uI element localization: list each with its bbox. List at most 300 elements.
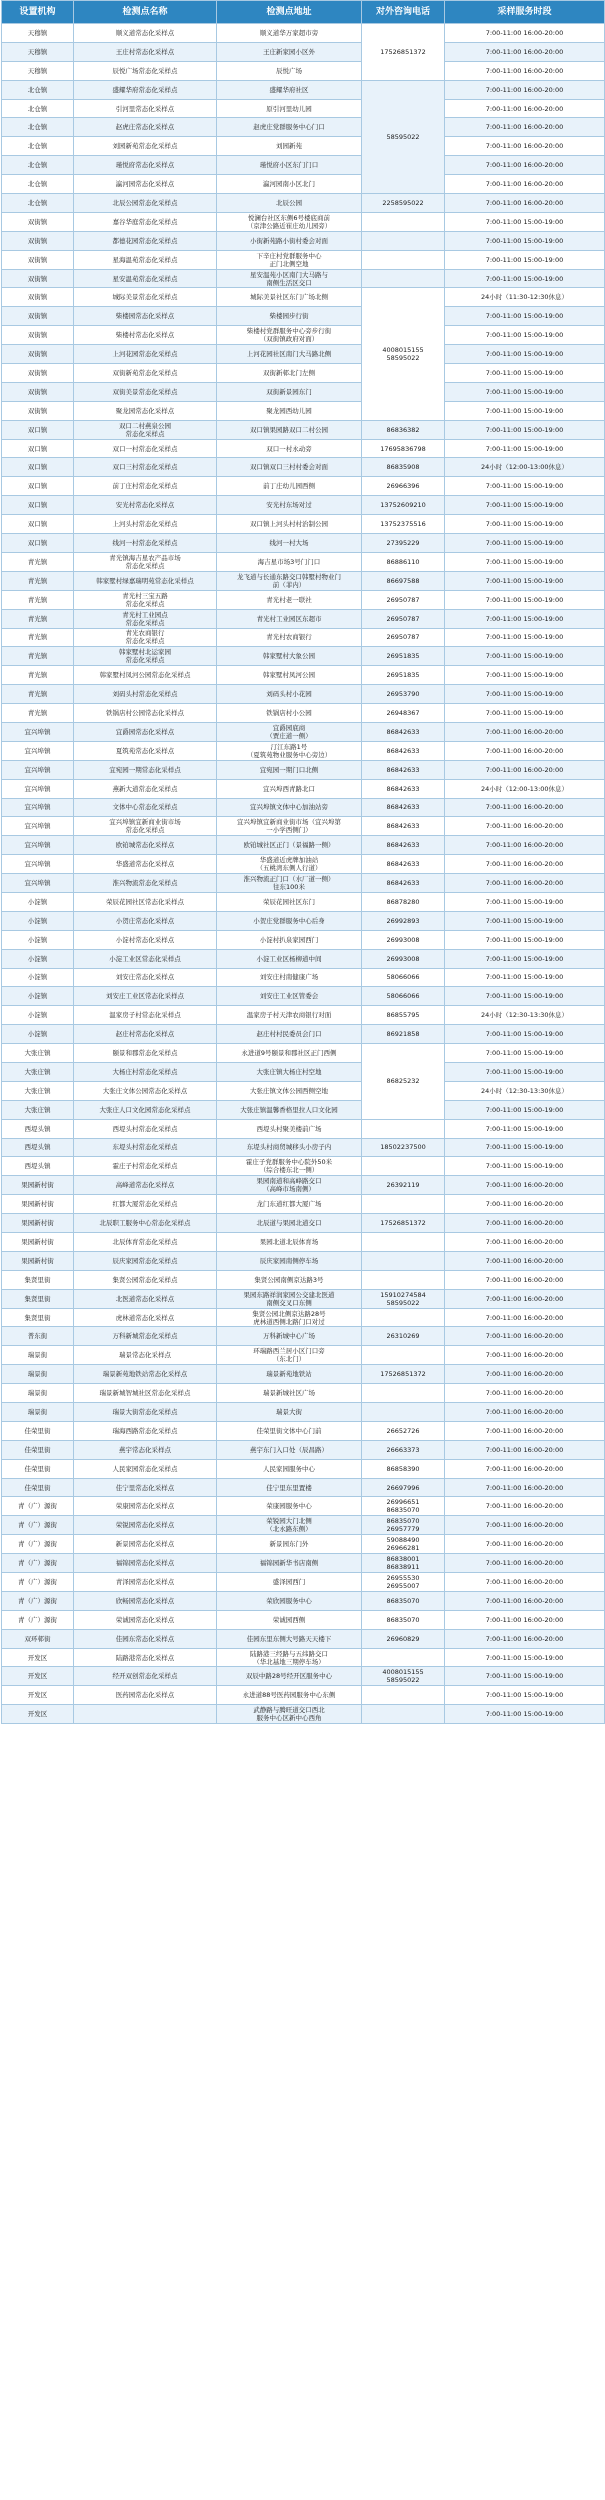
cell-service-hours: 24小时（12:30-13:30休息）	[445, 1006, 605, 1025]
cell-site-address: 宜兴埠镇宜新商业街市场（宜兴埠第 一小学西侧门）	[217, 817, 362, 836]
cell-site-name: 北医道常态化采样点	[74, 1289, 217, 1308]
cell-phone	[362, 1705, 445, 1724]
cell-phone: 86886110	[362, 552, 445, 571]
cell-site-address: 小街新苑路小街村委会对面	[217, 231, 362, 250]
cell-service-hours: 7:00-11:00 15:00-19:00	[445, 949, 605, 968]
cell-site-address: 双街新邨北门左侧	[217, 364, 362, 383]
cell-phone: 26996651 86835070	[362, 1497, 445, 1516]
cell-phone	[362, 1648, 445, 1667]
cell-site-name: 文体中心常态化采样点	[74, 798, 217, 817]
cell-site-name: 福锦园常态化采样点	[74, 1554, 217, 1573]
cell-service-hours: 24小时（12:00-13:00休息）	[445, 779, 605, 798]
cell-phone: 4008015155 58595022	[362, 288, 445, 420]
cell-phone: 86842633	[362, 855, 445, 874]
cell-site-name: 柴楼村常态化采样点	[74, 326, 217, 345]
table-row	[2, 1195, 605, 1214]
cell-site-name: 宜兴埠镇宜新商业街市场 常态化采样点	[74, 817, 217, 836]
cell-site-name: 小淀工业区常态化采样点	[74, 949, 217, 968]
table-row	[2, 571, 605, 590]
cell-site-address: 青光村农商银行	[217, 628, 362, 647]
cell-site-address: 刘安庄村南健康广场	[217, 968, 362, 987]
cell-phone: 86878280	[362, 892, 445, 911]
cell-service-hours: 7:00-11:00 15:00-19:00	[445, 1062, 605, 1081]
cell-site-name: 荣康园常态化采样点	[74, 1497, 217, 1516]
cell-org: 双口镇	[2, 534, 74, 553]
table-row	[2, 1289, 605, 1308]
cell-site-name: 上河头村常态化采样点	[74, 515, 217, 534]
cell-phone: 26652726	[362, 1421, 445, 1440]
cell-service-hours: 7:00-11:00 16:00-20:00	[445, 1421, 605, 1440]
cell-service-hours: 7:00-11:00 15:00-19:00	[445, 420, 605, 439]
cell-org: 小淀镇	[2, 1025, 74, 1044]
table-row	[2, 1100, 605, 1119]
cell-service-hours: 7:00-11:00 16:00-20:00	[445, 1573, 605, 1592]
cell-org: 北仓镇	[2, 137, 74, 156]
cell-service-hours: 7:00-11:00 16:00-20:00	[445, 194, 605, 213]
cell-org: 小淀镇	[2, 911, 74, 930]
table-row	[2, 987, 605, 1006]
cell-service-hours: 7:00-11:00 15:00-19:00	[445, 496, 605, 515]
table-row	[2, 24, 605, 43]
cell-site-name: 赵庄村常态化采样点	[74, 1025, 217, 1044]
cell-service-hours: 7:00-11:00 16:00-20:00	[445, 1308, 605, 1327]
cell-org: 青光镇	[2, 704, 74, 723]
cell-site-address: 果园北道北辰体育场	[217, 1233, 362, 1252]
table-row	[2, 1667, 605, 1686]
cell-org: 佳荣里街	[2, 1440, 74, 1459]
cell-service-hours: 7:00-11:00 15:00-19:00	[445, 307, 605, 326]
cell-site-address: 宜兴埠镇文体中心加油站旁	[217, 798, 362, 817]
cell-org: 青（广）源街	[2, 1610, 74, 1629]
cell-service-hours: 7:00-11:00 15:00-19:00	[445, 250, 605, 269]
cell-phone: 58066066	[362, 987, 445, 1006]
cell-service-hours: 7:00-11:00 15:00-19:00	[445, 231, 605, 250]
cell-phone: 86842633	[362, 874, 445, 893]
cell-site-address: 荣康园服务中心	[217, 1497, 362, 1516]
cell-site-name: 万科新城常态化采样点	[74, 1327, 217, 1346]
cell-site-name: 瑞景大街常态化采样点	[74, 1403, 217, 1422]
cell-site-name: 王庄村常态化采样点	[74, 42, 217, 61]
cell-site-name	[74, 1705, 217, 1724]
cell-site-address: 环瑞路西兰居小区门口旁 （东北门）	[217, 1346, 362, 1365]
cell-site-address: 韩家墅村凤河公园	[217, 666, 362, 685]
cell-site-name: 燕宇常态化采样点	[74, 1440, 217, 1459]
cell-org: 果园新村街	[2, 1176, 74, 1195]
table-row	[2, 212, 605, 231]
cell-service-hours: 7:00-11:00 15:00-19:00	[445, 515, 605, 534]
cell-service-hours: 7:00-11:00 15:00-19:00	[445, 666, 605, 685]
cell-site-name: 瑞景常态化采样点	[74, 1346, 217, 1365]
cell-site-name: 青泽园常态化采样点	[74, 1573, 217, 1592]
cell-site-address: 安光村东场对过	[217, 496, 362, 515]
cell-service-hours: 7:00-11:00 15:00-19:00	[445, 477, 605, 496]
cell-site-address: 城际美景社区东门广场北侧	[217, 288, 362, 307]
cell-org: 集贤里街	[2, 1289, 74, 1308]
cell-site-address: 小淀工业区杨柳道中间	[217, 949, 362, 968]
cell-site-name: 大杨庄村常态化采样点	[74, 1062, 217, 1081]
cell-service-hours: 24小时（12:30-13:30休息）	[445, 1081, 605, 1100]
cell-site-address: 星安温苑小区南门大马路与 南侧生活区交口	[217, 269, 362, 288]
table-row	[2, 1062, 605, 1081]
table-row	[2, 1044, 605, 1063]
cell-phone: 26950787	[362, 628, 445, 647]
cell-site-address: 上河花园社区南门大马路北侧	[217, 345, 362, 364]
cell-org: 双口镇	[2, 439, 74, 458]
cell-org: 宜兴埠镇	[2, 798, 74, 817]
cell-phone: 26950787	[362, 590, 445, 609]
cell-org: 宜兴埠镇	[2, 779, 74, 798]
cell-service-hours: 7:00-11:00 16:00-20:00	[445, 1327, 605, 1346]
cell-site-name: 辰悦广场常态化采样点	[74, 61, 217, 80]
cell-org: 北仓镇	[2, 118, 74, 137]
cell-site-address: 瑞景新城社区广场	[217, 1384, 362, 1403]
cell-service-hours: 7:00-11:00 16:00-20:00	[445, 1629, 605, 1648]
cell-org: 青光镇	[2, 609, 74, 628]
header-site-address: 检测点地址	[217, 1, 362, 24]
cell-phone: 86842633	[362, 779, 445, 798]
cell-phone: 26392119	[362, 1176, 445, 1195]
table-row	[2, 609, 605, 628]
cell-phone: 26697996	[362, 1478, 445, 1497]
cell-site-address: 顺义道华万家超市旁	[217, 24, 362, 43]
table-row	[2, 1384, 605, 1403]
cell-site-address: 盛耀华府社区	[217, 80, 362, 99]
cell-site-address: 武静路与腾旺道交口西北 服务中心区新中心西角	[217, 1705, 362, 1724]
cell-site-name: 瑞景新城智城社区常态化采样点	[74, 1384, 217, 1403]
cell-service-hours: 7:00-11:00 16:00-20:00	[445, 42, 605, 61]
cell-site-name: 佳宁里常态化采样点	[74, 1478, 217, 1497]
cell-site-address: 荣锐园大门北侧 （北永路东侧）	[217, 1516, 362, 1535]
cell-site-name: 青光村工业园点 常态化采样点	[74, 609, 217, 628]
table-row	[2, 628, 605, 647]
cell-org: 双口镇	[2, 477, 74, 496]
cell-site-address: 赵庄村村民委员会门口	[217, 1025, 362, 1044]
cell-phone: 13752609210	[362, 496, 445, 515]
table-row	[2, 1270, 605, 1289]
cell-phone: 15910274584 58595022	[362, 1289, 445, 1308]
cell-site-name: 燕新大道常态化采样点	[74, 779, 217, 798]
cell-site-address: 汀江东路1号 （夏筑苑物业服务中心旁边）	[217, 741, 362, 760]
cell-service-hours: 7:00-11:00 15:00-19:00	[445, 968, 605, 987]
cell-service-hours: 7:00-11:00 16:00-20:00	[445, 1251, 605, 1270]
cell-site-address: 霍庄子党群服务中心院外50米 （综合楼东北一侧）	[217, 1157, 362, 1176]
cell-site-name: 虎林道常态化采样点	[74, 1308, 217, 1327]
cell-phone: 86825232	[362, 1044, 445, 1120]
cell-site-name: 青光村三宝五路 常态化采样点	[74, 590, 217, 609]
cell-phone	[362, 1157, 445, 1176]
table-row	[2, 439, 605, 458]
cell-phone	[362, 1403, 445, 1422]
cell-service-hours: 7:00-11:00 16:00-20:00	[445, 1403, 605, 1422]
cell-service-hours: 7:00-11:00 16:00-20:00	[445, 1214, 605, 1233]
cell-site-name: 双街美景常态化采样点	[74, 382, 217, 401]
cell-org: 北仓镇	[2, 194, 74, 213]
cell-org: 青（广）源街	[2, 1516, 74, 1535]
table-row	[2, 326, 605, 345]
cell-service-hours: 7:00-11:00 15:00-19:00	[445, 364, 605, 383]
cell-phone: 26955530 26955007	[362, 1573, 445, 1592]
cell-site-address: 双辰中路28号经开区服务中心	[217, 1667, 362, 1686]
cell-site-name: 经开双创常态化采样点	[74, 1667, 217, 1686]
table-row	[2, 1705, 605, 1724]
cell-phone: 26993008	[362, 930, 445, 949]
table-row	[2, 1176, 605, 1195]
table-row	[2, 1403, 605, 1422]
cell-site-address: 欧铂城社区正门（景福路一侧）	[217, 836, 362, 855]
cell-site-address: 瑞景新苑地铁站	[217, 1365, 362, 1384]
table-row	[2, 307, 605, 326]
cell-service-hours: 7:00-11:00 15:00-19:00	[445, 1044, 605, 1063]
cell-site-address: 赵虎庄党群服务中心门口	[217, 118, 362, 137]
cell-service-hours: 7:00-11:00 16:00-20:00	[445, 1233, 605, 1252]
cell-site-name: 城际美景常态化采样点	[74, 288, 217, 307]
sampling-sites-table	[1, 0, 605, 1724]
cell-org: 天穆镇	[2, 61, 74, 80]
table-row	[2, 420, 605, 439]
cell-service-hours: 7:00-11:00 16:00-20:00	[445, 1610, 605, 1629]
table-row	[2, 80, 605, 99]
cell-service-hours: 7:00-11:00 15:00-19:00	[445, 1686, 605, 1705]
cell-service-hours: 7:00-11:00 15:00-19:00	[445, 1667, 605, 1686]
cell-site-address: 佳园东里东侧大号路天天楼下	[217, 1629, 362, 1648]
table-row	[2, 930, 605, 949]
cell-phone: 27395229	[362, 534, 445, 553]
cell-site-name: 都德花园常态化采样点	[74, 231, 217, 250]
cell-site-name: 北辰职工服务中心常态化采样点	[74, 1214, 217, 1233]
cell-phone: 26953790	[362, 685, 445, 704]
cell-site-name: 北辰公园常态化采样点	[74, 194, 217, 213]
cell-site-address: 刘码头村小花园	[217, 685, 362, 704]
cell-phone	[362, 1270, 445, 1289]
cell-org: 青光镇	[2, 685, 74, 704]
cell-org: 大张庄镇	[2, 1100, 74, 1119]
cell-site-name: 青光镇海吉星农产品市场 常态化采样点	[74, 552, 217, 571]
table-row	[2, 722, 605, 741]
cell-org: 宜兴埠镇	[2, 874, 74, 893]
cell-site-address: 荣欣园服务中心	[217, 1591, 362, 1610]
cell-site-name: 小淀村常态化采样点	[74, 930, 217, 949]
cell-site-name: 柴楼园常态化采样点	[74, 307, 217, 326]
cell-phone	[362, 1308, 445, 1327]
cell-site-address: 集贤公园北侧京达路28号 虎林道西侧北路门口对过	[217, 1308, 362, 1327]
table-row	[2, 1327, 605, 1346]
cell-service-hours: 7:00-11:00 15:00-19:00	[445, 609, 605, 628]
table-body	[2, 24, 605, 1724]
cell-site-name: 瑞海西路常态化采样点	[74, 1421, 217, 1440]
cell-site-name: 颐景和郡常态化采样点	[74, 1044, 217, 1063]
cell-phone: 86855795	[362, 1006, 445, 1025]
table-row	[2, 685, 605, 704]
cell-phone: 86835070 26957779	[362, 1516, 445, 1535]
cell-org: 青光镇	[2, 590, 74, 609]
cell-service-hours: 7:00-11:00 16:00-20:00	[445, 1195, 605, 1214]
cell-org: 天穆镇	[2, 24, 74, 43]
table-row	[2, 1478, 605, 1497]
cell-site-name: 韩家墅村北运家园 常态化采样点	[74, 647, 217, 666]
cell-site-name: 上河花园常态化采样点	[74, 345, 217, 364]
cell-site-name: 铁锅店村公园常态化采样点	[74, 704, 217, 723]
cell-org: 双街镇	[2, 288, 74, 307]
cell-site-address: 荣辰花园社区东门	[217, 892, 362, 911]
cell-phone: 26992893	[362, 911, 445, 930]
header-org: 设置机构	[2, 1, 74, 24]
cell-site-address: 大张庄镇文体公园西侧空地	[217, 1081, 362, 1100]
cell-phone: 17526851372	[362, 24, 445, 81]
cell-site-name: 引河里常态化采样点	[74, 99, 217, 118]
cell-service-hours: 7:00-11:00 16:00-20:00	[445, 1384, 605, 1403]
cell-service-hours: 7:00-11:00 16:00-20:00	[445, 1497, 605, 1516]
cell-site-name: 高峰道常态化采样点	[74, 1176, 217, 1195]
cell-phone	[362, 1251, 445, 1270]
cell-org: 宜兴埠镇	[2, 836, 74, 855]
table-row	[2, 175, 605, 194]
cell-site-address: 佳宁里东里置楼	[217, 1478, 362, 1497]
table-row	[2, 250, 605, 269]
cell-site-address: 淮兴物流正门口（水厂道一侧） 往东100米	[217, 874, 362, 893]
cell-site-name: 荣锐园常态化采样点	[74, 1516, 217, 1535]
cell-phone: 13752375516	[362, 515, 445, 534]
cell-service-hours: 7:00-11:00 16:00-20:00	[445, 798, 605, 817]
cell-org: 双街镇	[2, 307, 74, 326]
cell-org: 西堤头镇	[2, 1138, 74, 1157]
cell-site-name: 大张庄文体公园常态化采样点	[74, 1081, 217, 1100]
cell-site-name: 星海温苑常态化采样点	[74, 250, 217, 269]
cell-phone: 86858390	[362, 1459, 445, 1478]
cell-service-hours: 7:00-11:00 16:00-20:00	[445, 137, 605, 156]
cell-site-name: 前丁庄村常态化采样点	[74, 477, 217, 496]
cell-site-name: 线河一村常态化采样点	[74, 534, 217, 553]
cell-site-address: 人民家园服务中心	[217, 1459, 362, 1478]
cell-site-address: 辰悦广场	[217, 61, 362, 80]
cell-phone: 86835908	[362, 458, 445, 477]
table-row	[2, 666, 605, 685]
cell-phone	[362, 212, 445, 231]
cell-org: 双街镇	[2, 401, 74, 420]
header-phone: 对外咨询电话	[362, 1, 445, 24]
cell-phone: 86842633	[362, 836, 445, 855]
table-row	[2, 1346, 605, 1365]
cell-service-hours: 7:00-11:00 15:00-19:00	[445, 590, 605, 609]
cell-site-name: 瀛河园常态化采样点	[74, 175, 217, 194]
cell-site-address: 宜爵园底商 （贾庄道一侧）	[217, 722, 362, 741]
cell-service-hours: 7:00-11:00 16:00-20:00	[445, 175, 605, 194]
cell-site-name: 盛耀华府常态化采样点	[74, 80, 217, 99]
table-row	[2, 836, 605, 855]
cell-org: 青光镇	[2, 571, 74, 590]
cell-site-address: 北辰道与果园北道交口	[217, 1214, 362, 1233]
cell-service-hours: 7:00-11:00 16:00-20:00	[445, 1270, 605, 1289]
cell-phone: 58595022	[362, 80, 445, 193]
table-row	[2, 1591, 605, 1610]
cell-org: 双街镇	[2, 326, 74, 345]
cell-site-name: 韩家墅村绿嘉瑞明苑常态化采样点	[74, 571, 217, 590]
cell-site-name: 青光农商银行 常态化采样点	[74, 628, 217, 647]
table-row	[2, 1535, 605, 1554]
cell-phone: 86842633	[362, 760, 445, 779]
cell-phone: 26310269	[362, 1327, 445, 1346]
cell-service-hours: 7:00-11:00 16:00-20:00	[445, 1459, 605, 1478]
cell-service-hours: 7:00-11:00 16:00-20:00	[445, 61, 605, 80]
cell-org: 集贤里街	[2, 1308, 74, 1327]
cell-service-hours: 7:00-11:00 16:00-20:00	[445, 118, 605, 137]
cell-service-hours: 7:00-11:00 16:00-20:00	[445, 99, 605, 118]
cell-site-address: 双街新景园东门	[217, 382, 362, 401]
cell-site-name: 刘安庄常态化采样点	[74, 968, 217, 987]
cell-phone: 86838001 86838911	[362, 1554, 445, 1573]
table-row	[2, 779, 605, 798]
cell-service-hours: 7:00-11:00 15:00-19:00	[445, 892, 605, 911]
cell-org: 大张庄镇	[2, 1081, 74, 1100]
cell-org: 双街镇	[2, 382, 74, 401]
cell-org: 果园新村街	[2, 1195, 74, 1214]
cell-site-address: 青光村工业园区东超市	[217, 609, 362, 628]
cell-org: 双口镇	[2, 515, 74, 534]
table-row	[2, 1157, 605, 1176]
cell-org: 青光镇	[2, 552, 74, 571]
cell-org: 北仓镇	[2, 156, 74, 175]
cell-org: 开发区	[2, 1686, 74, 1705]
cell-service-hours: 7:00-11:00 15:00-19:00	[445, 685, 605, 704]
cell-site-address: 龙飞道与长通东路交口韩墅村物业门 前（菲内）	[217, 571, 362, 590]
table-row	[2, 401, 605, 420]
table-row	[2, 552, 605, 571]
cell-org: 小淀镇	[2, 949, 74, 968]
cell-site-name: 聚龙园常态化采样点	[74, 401, 217, 420]
cell-phone	[362, 231, 445, 250]
table-row	[2, 364, 605, 383]
cell-site-address: 大张庄镇温馨香格里拉人口文化园	[217, 1100, 362, 1119]
cell-service-hours: 7:00-11:00 15:00-19:00	[445, 1119, 605, 1138]
cell-service-hours: 7:00-11:00 16:00-20:00	[445, 1554, 605, 1573]
cell-phone: 86835070	[362, 1591, 445, 1610]
cell-site-address: 瑾悦府小区东门门口	[217, 156, 362, 175]
cell-site-address: 新景园东门外	[217, 1535, 362, 1554]
cell-site-address: 海吉星市场3号门门口	[217, 552, 362, 571]
cell-org: 双口镇	[2, 458, 74, 477]
cell-org: 瑞景街	[2, 1403, 74, 1422]
cell-org: 双街镇	[2, 231, 74, 250]
cell-site-name: 荣辰花园社区常态化采样点	[74, 892, 217, 911]
cell-site-address: 华盛道近虎牌加油站 （五桃湾东侧人行道）	[217, 855, 362, 874]
cell-site-address: 小淀村扒泉家园西门	[217, 930, 362, 949]
table-row	[2, 949, 605, 968]
cell-org: 双街镇	[2, 250, 74, 269]
cell-site-address: 双口镇果园路双口二村公园	[217, 420, 362, 439]
cell-phone: 86842633	[362, 722, 445, 741]
cell-org: 果园新村街	[2, 1251, 74, 1270]
cell-org: 双街镇	[2, 364, 74, 383]
cell-org: 宜兴埠镇	[2, 760, 74, 779]
cell-site-name: 双街新苑常态化采样点	[74, 364, 217, 383]
table-row	[2, 382, 605, 401]
table-row	[2, 1421, 605, 1440]
cell-site-address: 陆路港三经路与五纬路交口 （华北基地三期停车场）	[217, 1648, 362, 1667]
cell-org: 青光镇	[2, 647, 74, 666]
cell-site-address: 双口镇上河头村村治制公园	[217, 515, 362, 534]
cell-phone: 26960829	[362, 1629, 445, 1648]
cell-site-address: 宜宛园一期门口北侧	[217, 760, 362, 779]
table-row	[2, 647, 605, 666]
table-row	[2, 1233, 605, 1252]
cell-site-address: 大张庄镇大杨庄村空地	[217, 1062, 362, 1081]
cell-service-hours: 7:00-11:00 16:00-20:00	[445, 80, 605, 99]
cell-service-hours: 7:00-11:00 15:00-19:00	[445, 1138, 605, 1157]
cell-site-name: 双口三村常态化采样点	[74, 458, 217, 477]
cell-service-hours: 7:00-11:00 16:00-20:00	[445, 1289, 605, 1308]
table-row	[2, 704, 605, 723]
table-row	[2, 1251, 605, 1270]
cell-site-address: 燕宇东门入口处（辰昌路）	[217, 1440, 362, 1459]
